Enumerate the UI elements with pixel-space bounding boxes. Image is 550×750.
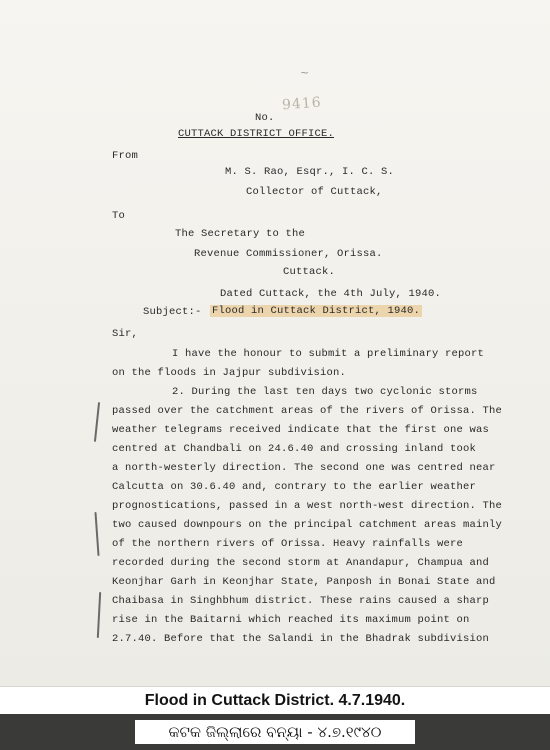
margin-pencil-mark: [94, 512, 99, 556]
caption-english: Flood in Cuttack District. 4.7.1940.: [144, 692, 406, 709]
to-line-3: Cuttack.: [283, 266, 336, 278]
salutation: Sir,: [112, 328, 139, 340]
body-line: centred at Chandbali on 24.6.40 and crossing inland took: [112, 443, 477, 455]
from-label: From: [112, 150, 139, 162]
body-line: 2. During the last ten days two cyclonic storms: [172, 386, 478, 398]
body-line: Calcutta on 30.6.40 and, contrary to the earlier weather: [112, 481, 477, 493]
caption-odia: କଟକ ଜିଲ୍ଲାରେ ବନ୍ୟା - ୪.୭.୧୯୪୦: [135, 720, 415, 744]
body-line: weather telegrams received indicate that the first one was: [112, 424, 490, 436]
from-title: Collector of Cuttack,: [246, 186, 383, 198]
to-line-1: The Secretary to the: [175, 228, 306, 240]
body-line: of the northern rivers of Orissa. Heavy rainfalls were: [112, 538, 464, 550]
caption-odia-bar: [0, 714, 550, 750]
office-heading: CUTTACK DISTRICT OFFICE.: [178, 128, 335, 140]
number-label: No.: [255, 112, 275, 124]
body-line: on the floods in Jajpur subdivision.: [112, 367, 347, 379]
to-line-2: Revenue Commissioner, Orissa.: [194, 248, 383, 260]
body-line: rise in the Baitarni which reached its maximum point on: [112, 614, 470, 626]
date-line: Dated Cuttack, the 4th July, 1940.: [220, 288, 442, 300]
body-line: two caused downpours on the principal catchment areas mainly: [112, 519, 503, 531]
margin-pencil-mark: [94, 402, 100, 442]
body-line: Keonjhar Garh in Keonjhar State, Panposh in Bonai State and: [112, 576, 496, 588]
body-line: a north-westerly direction. The second one was centred near: [112, 462, 496, 474]
handwritten-number: 9416: [281, 94, 323, 114]
body-line: I have the honour to submit a preliminary report: [172, 348, 485, 360]
body-line: prognostications, passed in a west north-west direction. The: [112, 500, 503, 512]
body-line: recorded during the second storm at Anandapur, Champua and: [112, 557, 490, 569]
subject-label: Subject:-: [143, 306, 202, 318]
to-label: To: [112, 210, 126, 222]
body-line: Chaibasa in Singhbhum district. These rains caused a sharp: [112, 595, 490, 607]
caption-english-bar: [0, 686, 550, 715]
pencil-mark: ~: [300, 66, 310, 79]
body-line: 2.7.40. Before that the Salandi in the Bhadrak subdivision: [112, 633, 490, 645]
margin-pencil-mark: [97, 592, 101, 638]
subject-text: Flood in Cuttack District, 1940.: [212, 305, 421, 317]
body-line: passed over the catchment areas of the rivers of Orissa. The: [112, 405, 503, 417]
from-name: M. S. Rao, Esqr., I. C. S.: [225, 166, 395, 178]
